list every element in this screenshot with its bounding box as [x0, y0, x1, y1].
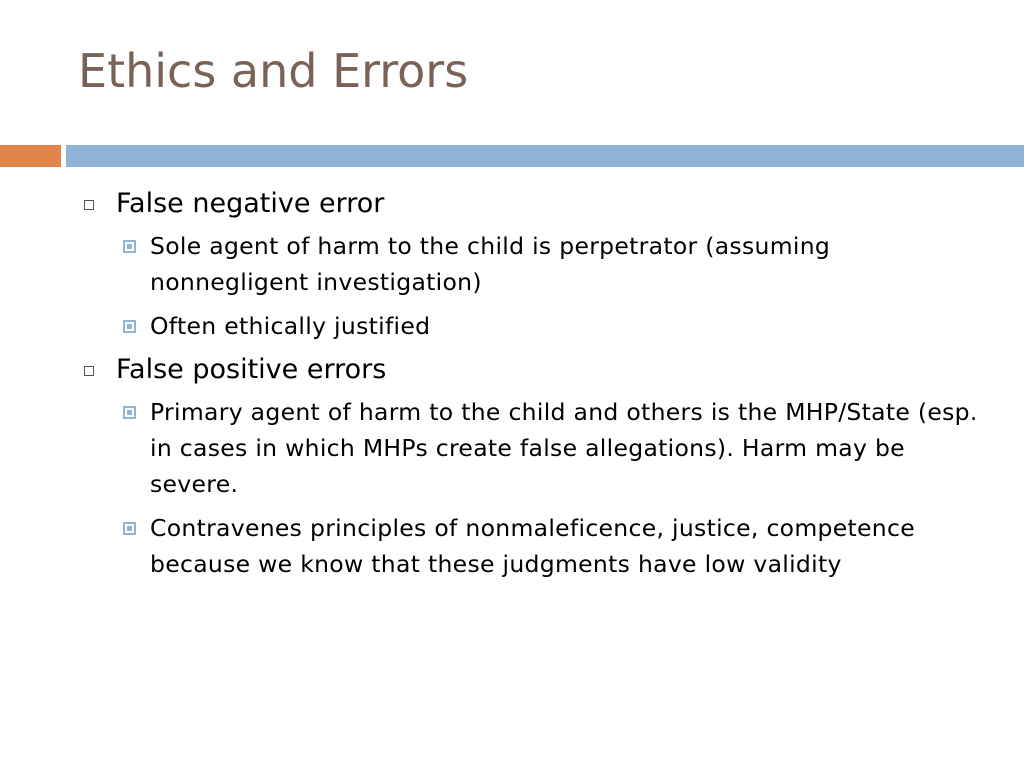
- section-false-negative: [78, 186, 978, 344]
- square-bullet-icon: [123, 406, 136, 419]
- bullet-level2: [112, 394, 978, 502]
- square-bullet-icon: [123, 240, 136, 253]
- section-heading: False negative error: [116, 188, 385, 219]
- section-false-positive: [78, 352, 978, 582]
- bullet-level2: [112, 510, 978, 582]
- title-divider-bar: [66, 145, 1024, 167]
- bullet-level1: [78, 186, 978, 222]
- bullet-level1: [78, 352, 978, 388]
- square-bullet-icon: [123, 522, 136, 535]
- square-bullet-icon: [123, 320, 136, 333]
- section-heading: False positive errors: [116, 354, 387, 385]
- hollow-square-bullet-icon: [84, 366, 94, 376]
- slide-content: [78, 186, 978, 590]
- hollow-square-bullet-icon: [84, 200, 94, 210]
- accent-bar: [0, 145, 61, 167]
- bullet-text: Contravenes principles of nonmaleficence, justice, competence because we know that these judgments have low validity: [150, 514, 915, 578]
- slide-title: Ethics and Errors: [78, 44, 469, 98]
- bullet-text: Primary agent of harm to the child and others is the MHP/State (esp. in cases in which MHPs create false allegations). Harm may be severe.: [150, 398, 978, 498]
- bullet-level2: [112, 308, 978, 344]
- bullet-level2: [112, 228, 978, 300]
- bullet-text: Often ethically justified: [150, 312, 431, 340]
- bullet-text: Sole agent of harm to the child is perpetrator (assuming nonnegligent investigation): [150, 232, 831, 296]
